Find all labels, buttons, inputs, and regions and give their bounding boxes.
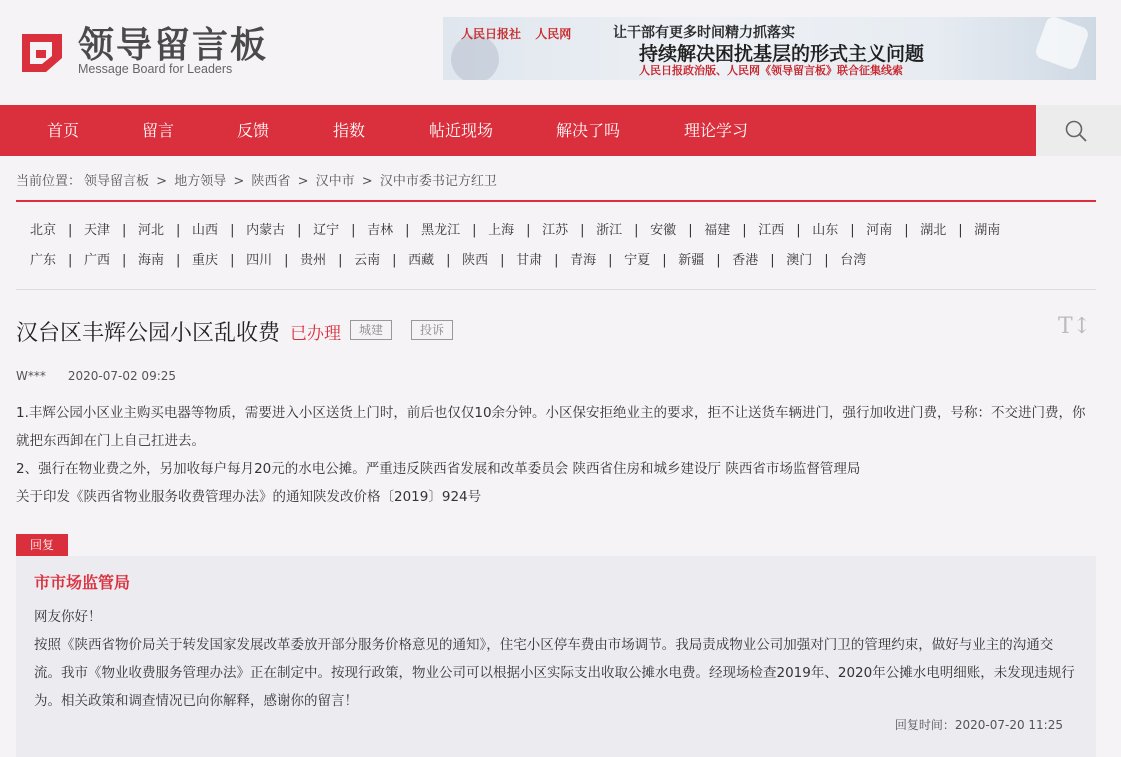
region-link[interactable]: | 山西: [178, 216, 232, 246]
nav-item-index[interactable]: 指数: [333, 121, 366, 140]
peoples-daily-logo: 人民日报社: [461, 27, 522, 41]
logo-subtitle: Message Board for Leaders: [78, 62, 233, 76]
region-link[interactable]: | 陕西: [448, 246, 502, 276]
header: [0, 0, 1121, 105]
region-link[interactable]: | 贵州: [286, 246, 340, 276]
region-link[interactable]: | 澳门: [772, 246, 826, 276]
region-row: [16, 246, 1096, 276]
region-link[interactable]: | 福建: [690, 216, 744, 246]
region-link[interactable]: 北京: [30, 223, 57, 238]
font-size-icon[interactable]: T↕: [1058, 314, 1092, 339]
logo-mark-icon: [16, 28, 68, 78]
main-nav: [0, 105, 1121, 156]
reply-time: 回复时间：2020-07-20 11:25: [894, 718, 1063, 732]
breadcrumb-link[interactable]: 汉中市委书记方红卫: [379, 174, 497, 189]
region-link[interactable]: | 上海: [474, 216, 528, 246]
section-divider: [16, 200, 1096, 202]
message-paragraph: 2、强行在物业费之外，另加收每户每月20元的水电公摊。严重违反陕西省发展和改革委员会 陕西省住房和城乡建设厅 陕西省市场监督管理局: [16, 461, 861, 477]
region-link[interactable]: | 重庆: [178, 246, 232, 276]
region-link[interactable]: | 山东: [798, 216, 852, 246]
region-link[interactable]: | 吉林: [353, 216, 407, 246]
reply-box: [16, 556, 1096, 757]
message-title: 汉台区丰辉公园小区乱收费: [16, 321, 281, 346]
region-link[interactable]: | 安徽: [636, 216, 690, 246]
region-link[interactable]: | 甘肃: [502, 246, 556, 276]
category-tag[interactable]: 城建: [350, 320, 392, 340]
breadcrumb: [16, 170, 500, 189]
type-tag[interactable]: 投诉: [411, 320, 453, 340]
breadcrumb-separator: >: [361, 174, 373, 189]
peoples-net-logo: 人民网: [535, 27, 572, 41]
nav-item-messages[interactable]: 留言: [142, 121, 175, 140]
region-link[interactable]: | 黑龙江: [407, 216, 474, 246]
banner-logos: [461, 25, 581, 42]
region-link[interactable]: 广东: [30, 253, 57, 268]
region-link[interactable]: | 浙江: [582, 216, 636, 246]
banner-line-1: 让干部有更多时间精力抓落实: [613, 25, 795, 41]
breadcrumb-label: 当前位置：: [16, 174, 82, 189]
region-link[interactable]: | 江苏: [528, 216, 582, 246]
region-link[interactable]: | 湖南: [960, 216, 1014, 246]
region-link[interactable]: | 香港: [718, 246, 772, 276]
breadcrumb-link[interactable]: 地方领导: [174, 174, 227, 189]
region-link[interactable]: | 广西: [70, 246, 124, 276]
nav-item-feedback[interactable]: 反馈: [237, 121, 270, 140]
nav-item-home[interactable]: 首页: [47, 121, 80, 140]
search-button[interactable]: [1036, 105, 1121, 156]
breadcrumb-separator: >: [156, 174, 168, 189]
site-logo[interactable]: [16, 24, 269, 84]
message-paragraph: 1.丰辉公园小区业主购买电器等物质，需要进入小区送货上门时，前后也仅仅10余分钟。小区保安拒绝业主的要求，拒不让送货车辆进门，强行加收进门费，号称：不交进门费，你就把东西卸在门上自己扛进去。: [16, 405, 1086, 449]
region-link[interactable]: | 台湾: [826, 246, 880, 276]
breadcrumb-link[interactable]: 汉中市: [315, 174, 355, 189]
reply-label: 回复: [16, 534, 68, 556]
breadcrumb-link[interactable]: 陕西省: [251, 174, 291, 189]
message-meta: [16, 369, 176, 383]
banner-decoration: [1034, 17, 1090, 71]
promo-banner[interactable]: [443, 17, 1096, 80]
region-link[interactable]: | 青海: [556, 246, 610, 276]
nav-item-solved[interactable]: 解决了吗: [556, 121, 621, 140]
region-link[interactable]: | 辽宁: [299, 216, 353, 246]
post-date: 2020-07-02 09:25: [67, 369, 177, 383]
reply-greeting: 网友你好！: [34, 609, 102, 625]
region-row: [16, 216, 1096, 246]
region-link[interactable]: | 内蒙古: [232, 216, 299, 246]
region-link[interactable]: | 河南: [852, 216, 906, 246]
region-list: [16, 216, 1096, 276]
region-link[interactable]: | 江西: [744, 216, 798, 246]
region-link[interactable]: | 西藏: [394, 246, 448, 276]
region-link[interactable]: | 新疆: [664, 246, 718, 276]
content-divider: [16, 289, 1096, 290]
message-paragraph: 关于印发《陕西省物业服务收费管理办法》的通知陕发改价格〔2019〕924号: [16, 489, 482, 505]
breadcrumb-separator: >: [233, 174, 245, 189]
breadcrumb-separator: >: [297, 174, 309, 189]
status-badge: 已办理: [290, 324, 341, 344]
message-body: [16, 399, 1098, 511]
nav-item-onsite[interactable]: 帖近现场: [429, 121, 494, 140]
region-link[interactable]: | 河北: [124, 216, 178, 246]
search-icon: [1064, 119, 1088, 143]
nav-item-theory[interactable]: 理论学习: [684, 121, 749, 140]
region-link[interactable]: | 四川: [232, 246, 286, 276]
banner-line-3: 人民日报政治版、人民网《领导留言板》联合征集线索: [639, 64, 903, 77]
reply-organization: 市市场监管局: [34, 573, 131, 592]
reply-body: [34, 603, 1079, 715]
author-name: W***: [16, 369, 46, 383]
region-link[interactable]: | 宁夏: [610, 246, 664, 276]
reply-paragraph: 按照《陕西省物价局关于转发国家发展改革委放开部分服务价格意见的通知》，住宅小区停车费由市场调节。我局责成物业公司加强对门卫的管理约束，做好与业主的沟通交流。我市《物业收费服务管理办法》正在制定中。按现行政策，物业公司可以根据小区实际支出收取公摊水电费。经现场检查2019年、2020年公摊水电明细账，未发现违规行为。相关政策和调查情况已向你解释，感谢你的留言！: [34, 637, 1075, 709]
breadcrumb-link[interactable]: 领导留言板: [84, 174, 150, 189]
region-link[interactable]: | 云南: [340, 246, 394, 276]
logo-title: 领导留言板: [78, 25, 269, 66]
banner-line-2: 持续解决困扰基层的形式主义问题: [639, 43, 925, 65]
region-link[interactable]: | 湖北: [906, 216, 960, 246]
region-link[interactable]: | 海南: [124, 246, 178, 276]
region-link[interactable]: | 天津: [70, 216, 124, 246]
